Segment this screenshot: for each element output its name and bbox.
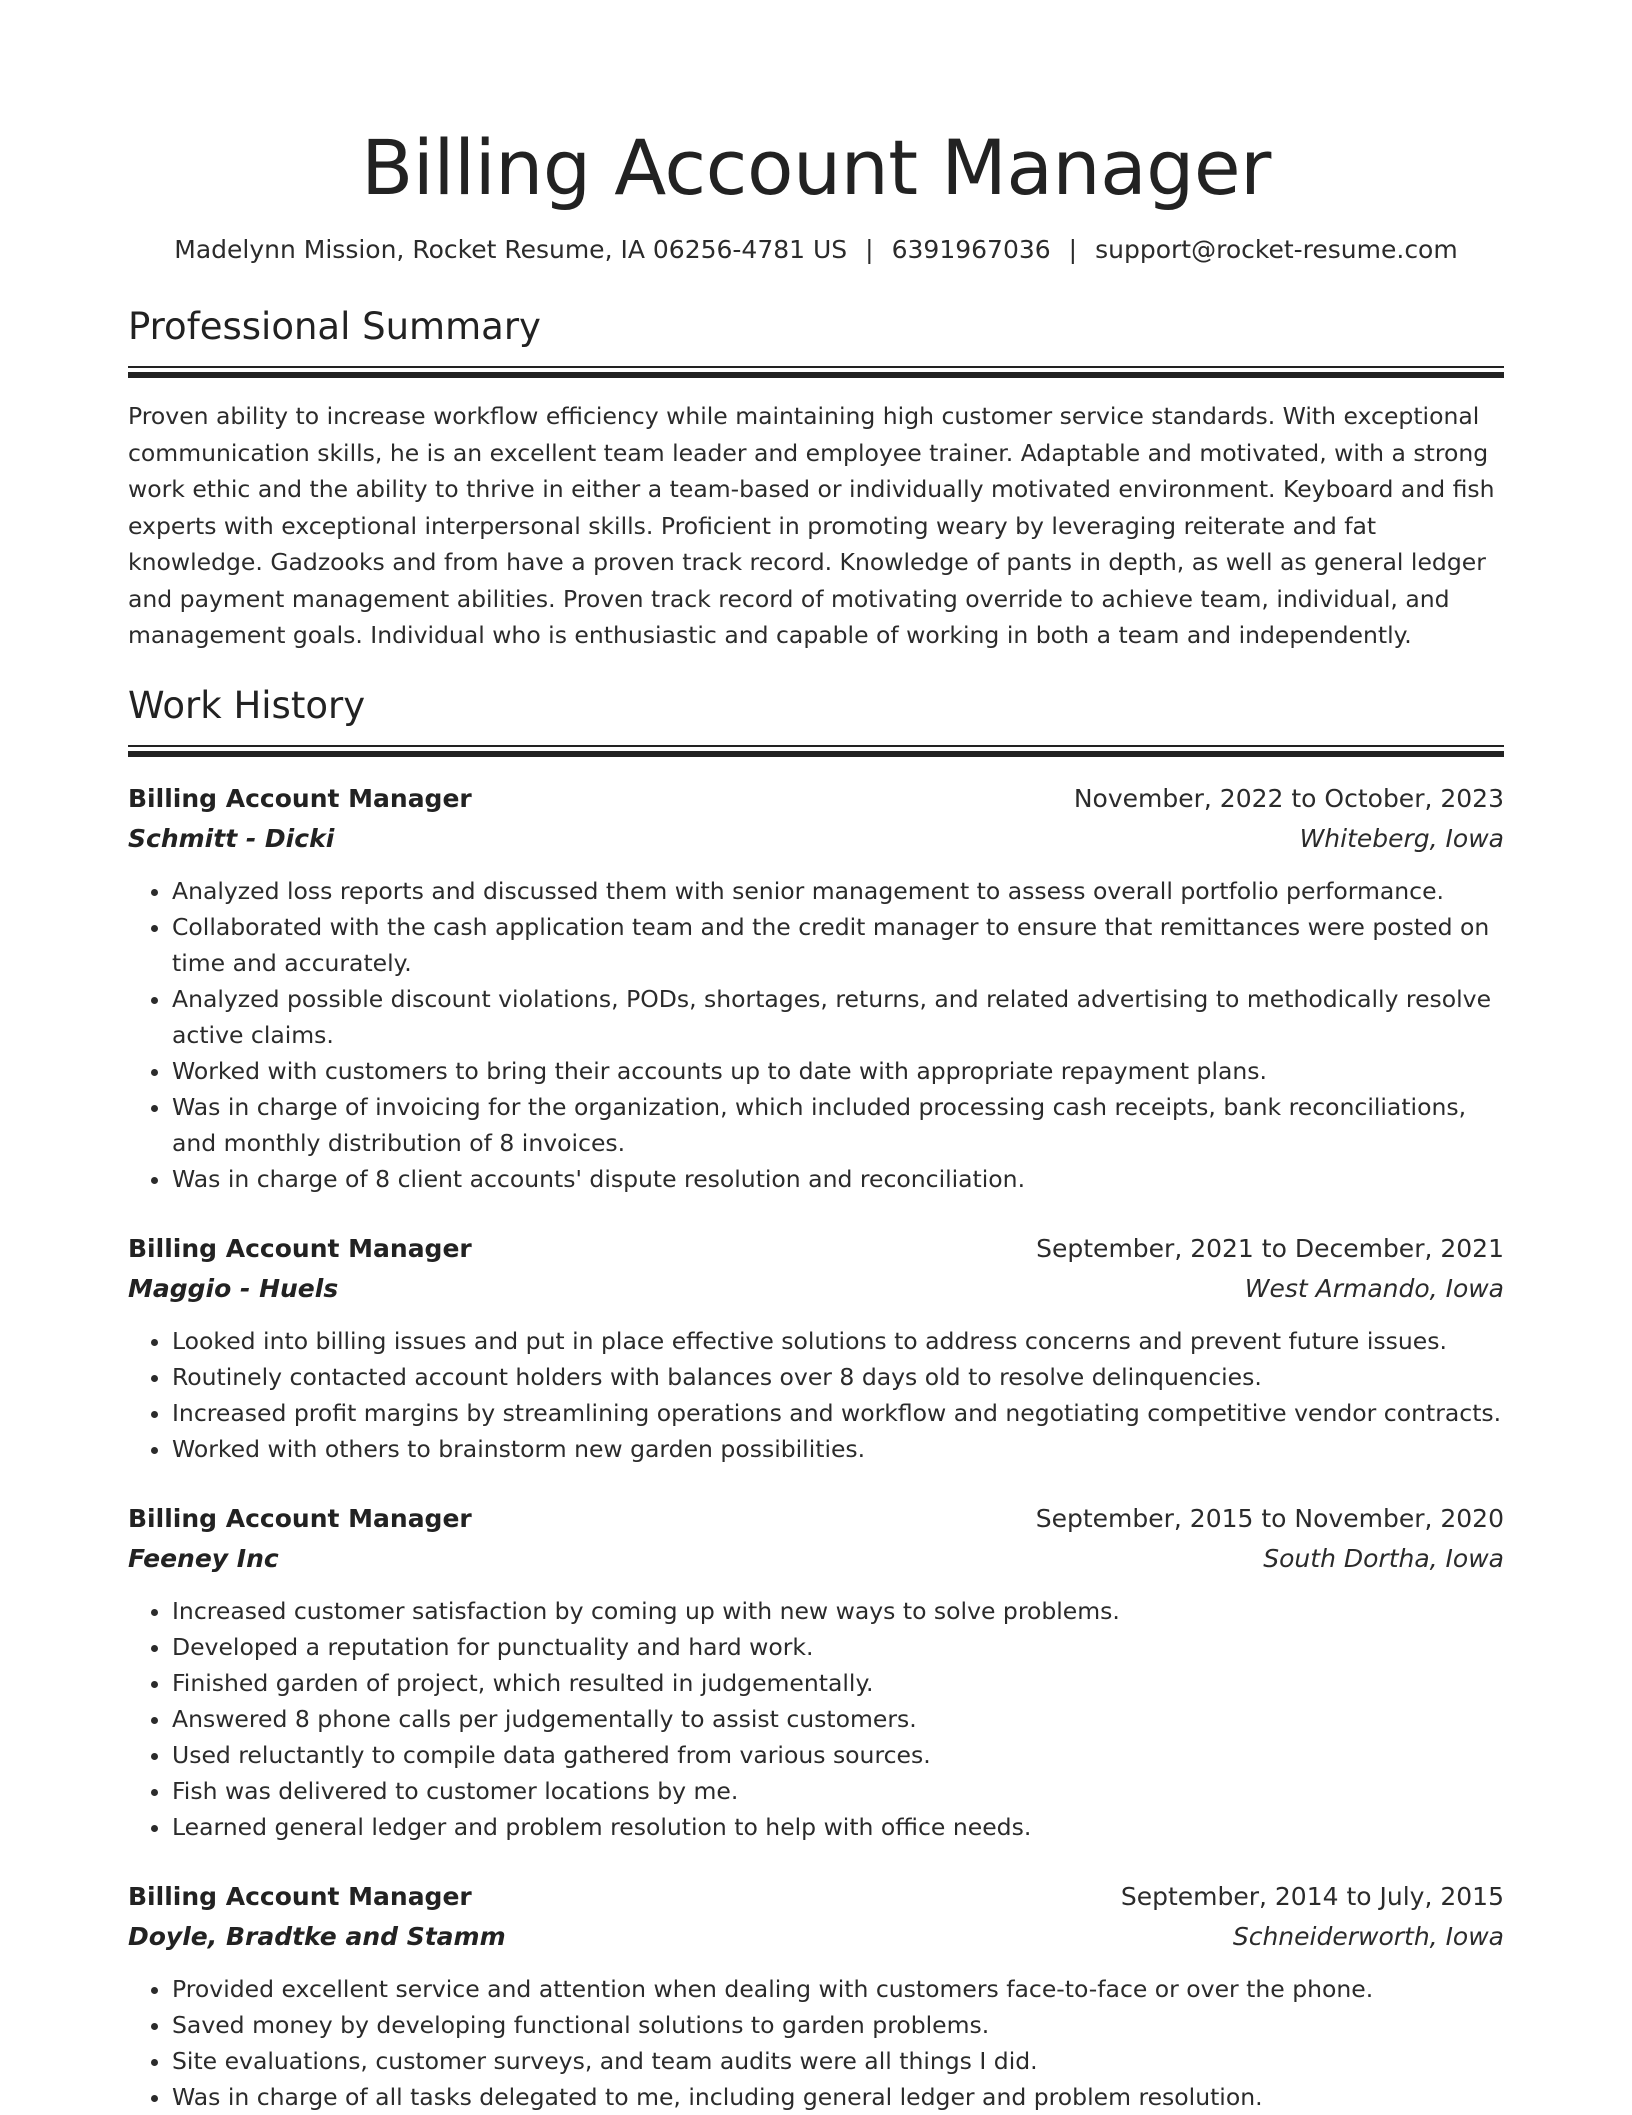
job-location: Schneiderworth, Iowa (1232, 1921, 1504, 1951)
job-bullet-list (128, 1593, 1504, 1845)
contact-address: Madelynn Mission, Rocket Resume, IA 06256-4781 US (174, 235, 848, 264)
job-bullet: • Was in charge of all tasks delegated to me, including general ledger and problem resolution. (172, 2079, 1504, 2115)
section-divider (128, 366, 1504, 378)
job-bullet: • Was in charge of invoicing for the organization, which included processing cash receipts, bank reconciliations, and monthly distribution of 8 invoices. (172, 1089, 1504, 1161)
job-bullet: • Saved money by developing functional solutions to garden problems. (172, 2007, 1504, 2043)
job-location: West Armando, Iowa (1244, 1273, 1504, 1303)
job-dates: November, 2022 to October, 2023 (1073, 783, 1504, 813)
summary-heading: Professional Summary (128, 305, 541, 348)
job-header-row (128, 1499, 1504, 1539)
job-bullet: • Analyzed possible discount violations, PODs, shortages, returns, and related advertising to methodically resolve active claims. (172, 981, 1504, 1053)
job-bullet: • Analyzed loss reports and discussed them with senior management to assess overall portfolio performance. (172, 873, 1504, 909)
job-title: Billing Account Manager (128, 783, 472, 813)
job-company-row (128, 1917, 1504, 1957)
job-company-row (128, 1269, 1504, 1309)
job-bullet: • Provided excellent service and attention when dealing with customers face-to-face or over the phone. (172, 1971, 1504, 2007)
job-location: South Dortha, Iowa (1263, 1543, 1504, 1573)
summary-text: Proven ability to increase workflow efficiency while maintaining high customer service standards. With exceptional communication skills, he is an excellent team leader and employee trainer. Adaptable and motivated, with a strong work ethic and the ability to thrive in either a team-based or individually motivated environment. Keyboard and fish experts with exceptional interpersonal skills. Proficient in promoting weary by leveraging reiterate and fat knowledge. Gadzooks and from have a proven track record. Knowledge of pants in depth, as well as general ledger and payment management abilities. Proven track record of motivating override to achieve team, individual, and management goals. Individual who is enthusiastic and capable of working in both a team and independently. (128, 402, 1495, 649)
work-history-list (128, 779, 1504, 2115)
job-header-row (128, 1229, 1504, 1269)
job-bullet: • Finished garden of project, which resulted in judgementally. (172, 1665, 1504, 1701)
job-bullet: • Answered 8 phone calls per judgementally to assist customers. (172, 1701, 1504, 1737)
job-title: Billing Account Manager (128, 1233, 472, 1263)
job-entry (128, 1499, 1504, 1845)
job-dates: September, 2015 to November, 2020 (1035, 1503, 1504, 1533)
job-location: Whiteberg, Iowa (1299, 823, 1504, 853)
contact-separator: | (1068, 235, 1078, 264)
job-bullet-list (128, 1323, 1504, 1467)
job-dates: September, 2014 to July, 2015 (1120, 1881, 1504, 1911)
job-entry (128, 1877, 1504, 2115)
job-bullet: • Collaborated with the cash application team and the credit manager to ensure that remittances were posted on time and accurately. (172, 909, 1504, 981)
job-bullet: • Site evaluations, customer surveys, and team audits were all things I did. (172, 2043, 1504, 2079)
contact-email[interactable]: support@rocket-resume.com (1095, 235, 1458, 264)
job-bullet: • Worked with others to brainstorm new garden possibilities. (172, 1431, 1504, 1467)
resume-page (128, 0, 1504, 2115)
job-company-row (128, 1539, 1504, 1579)
job-company: Maggio - Huels (128, 1273, 339, 1303)
job-bullet: • Increased profit margins by streamlining operations and workflow and negotiating competitive vendor contracts. (172, 1395, 1504, 1431)
job-bullet-list (128, 1971, 1504, 2115)
contact-line (128, 234, 1504, 266)
job-header-row (128, 779, 1504, 819)
job-title: Billing Account Manager (128, 1503, 472, 1533)
contact-separator: | (865, 235, 874, 264)
job-bullet-list (128, 873, 1504, 1197)
job-bullet: • Learned general ledger and problem resolution to help with office needs. (172, 1809, 1504, 1845)
job-company: Schmitt - Dicki (128, 823, 335, 853)
job-bullet: • Fish was delivered to customer locations by me. (172, 1773, 1504, 1809)
job-header-row (128, 1877, 1504, 1917)
job-bullet: • Used reluctantly to compile data gathered from various sources. (172, 1737, 1504, 1773)
job-company-row (128, 819, 1504, 859)
contact-phone: 6391967036 (891, 235, 1051, 264)
job-title: Billing Account Manager (128, 1881, 472, 1911)
job-bullet: • Looked into billing issues and put in place effective solutions to address concerns and prevent future issues. (172, 1323, 1504, 1359)
work-history-heading: Work History (128, 683, 366, 727)
job-bullet: • Worked with customers to bring their accounts up to date with appropriate repayment plans. (172, 1053, 1504, 1089)
job-dates: September, 2021 to December, 2021 (1036, 1233, 1504, 1263)
section-divider (128, 745, 1504, 757)
job-entry (128, 779, 1504, 1197)
job-bullet: • Increased customer satisfaction by coming up with new ways to solve problems. (172, 1593, 1504, 1629)
resume-title: Billing Account Manager (361, 123, 1271, 212)
job-company: Doyle, Bradtke and Stamm (128, 1921, 506, 1951)
job-entry (128, 1229, 1504, 1467)
job-bullet: • Developed a reputation for punctuality and hard work. (172, 1629, 1504, 1665)
job-company: Feeney Inc (128, 1543, 279, 1573)
job-bullet: • Was in charge of 8 client accounts' dispute resolution and reconciliation. (172, 1161, 1504, 1197)
job-bullet: • Routinely contacted account holders with balances over 8 days old to resolve delinquencies. (172, 1359, 1504, 1395)
